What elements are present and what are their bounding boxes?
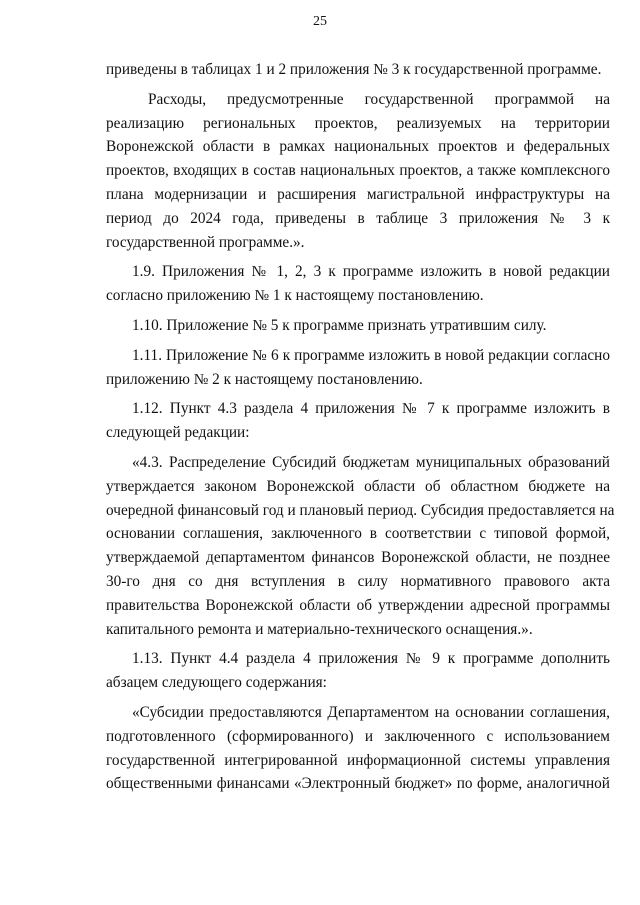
text-line: 1.10. Приложение № 5 к программе признать утратившим силу. [132,316,547,334]
text-line: государственной интегрированной информационной системы управления [106,751,610,769]
text-line: «4.3. Распределение Субсидий бюджетам муниципальных образований [132,453,610,471]
text-line: приложению № 2 к настоящему постановлению. [106,370,423,388]
text-line: общественными финансами «Электронный бюджет» по форме, аналогичной [106,775,610,793]
paragraph-item-1-9 [106,260,610,308]
paragraph-item-1-13 [106,647,610,695]
paragraph-quote-4-3 [106,451,615,641]
text-line: подготовленного (сформированного) и заключенного с использованием [106,727,610,745]
text-line: Воронежской области в рамках национальных проектов и федеральных [106,138,610,156]
text-line: реализацию региональных проектов, реализуемых на территории [106,114,610,132]
text-line: 1.9. Приложения № 1, 2, 3 к программе изложить в новой редакции [132,263,610,281]
text-line: правительства Воронежской области об утверждении адресной программы [106,596,610,614]
text-line: Расходы, предусмотренные государственной программой на [148,90,610,108]
text-line: государственной программе.». [106,233,305,251]
text-line: утверждается законом Воронежской области об областном бюджете на [106,477,610,495]
text-line: приведены в таблицах 1 и 2 приложения № 3 к государственной программе. [106,61,602,78]
text-line: период до 2024 года, приведены в таблице 3 приложения № 3 к [106,209,610,227]
page-number: 25 [313,14,327,29]
text-line: «Субсидии предоставляются Департаментом на основании соглашения, [132,703,610,721]
paragraph-continuation [106,58,610,82]
text-line: проектов, входящих в состав национальных проектов, а также комплексного [106,162,610,180]
text-line: плана модернизации и расширения магистральной инфраструктуры на [106,185,610,203]
text-line: 30-го дня со дня вступления в силу нормативного правового акта [106,572,610,590]
text-line: согласно приложению № 1 к настоящему постановлению. [106,287,484,305]
paragraph-expenses [106,88,610,255]
paragraph-item-1-10 [106,314,610,338]
text-line: 1.13. Пункт 4.4 раздела 4 приложения № 9 к программе дополнить [132,650,610,668]
text-line: следующей редакции: [106,424,250,442]
text-line: 1.11. Приложение № 6 к программе изложить в новой редакции согласно [132,346,610,364]
paragraph-item-1-11 [106,344,610,392]
text-line: очередной финансовый год и плановый период. Субсидия предоставляется на [106,501,615,519]
text-line: утверждаемой департаментом финансов Воронежской области, не позднее [106,549,610,567]
text-line: капитального ремонта и материально-технического оснащения.». [106,620,533,638]
text-line: основании соглашения, заключенного в соответствии с типовой формой, [106,525,610,543]
document-body [106,58,615,802]
paragraph-item-1-12 [106,397,610,445]
text-line: абзацем следующего содержания: [106,674,327,692]
text-line: 1.12. Пункт 4.3 раздела 4 приложения № 7 к программе изложить в [132,400,610,418]
paragraph-quote-subsidies [106,701,610,796]
